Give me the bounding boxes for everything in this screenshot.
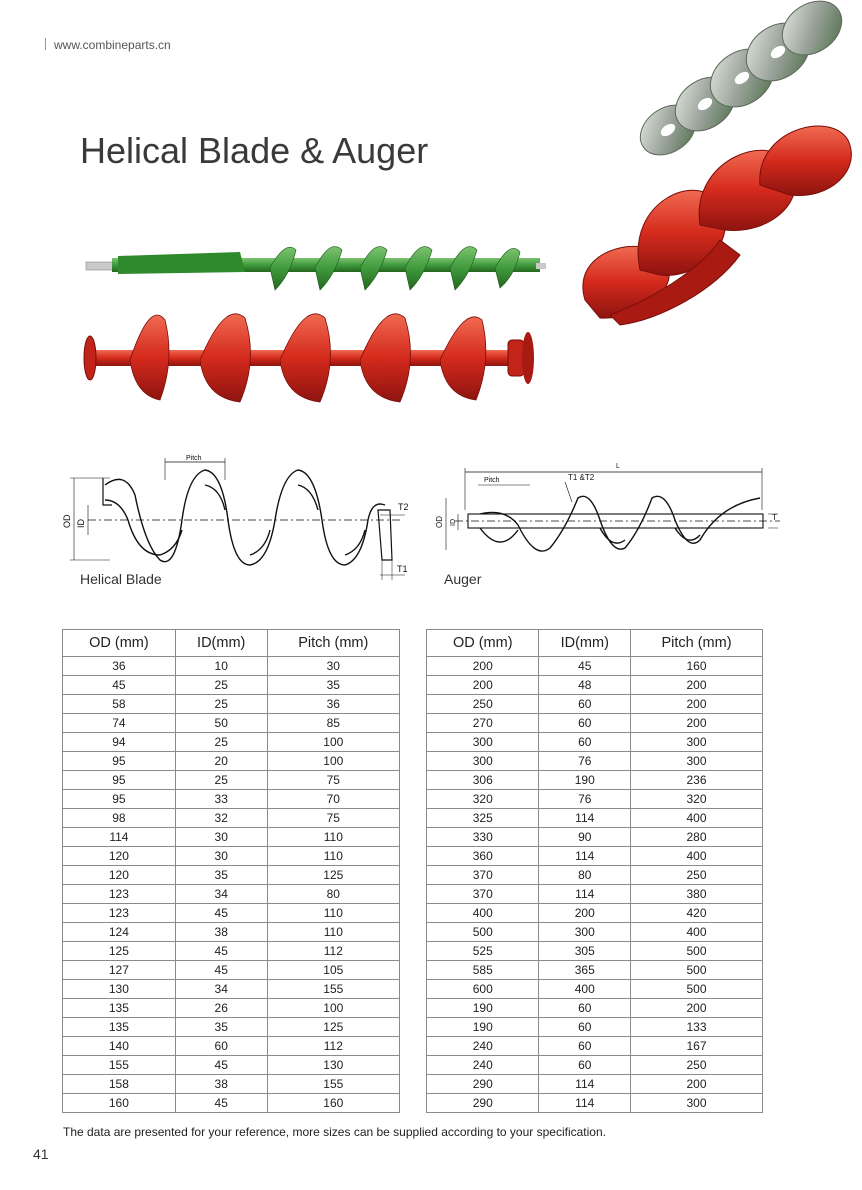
table-row <box>427 771 763 790</box>
pitch-cell: 110 <box>267 828 399 847</box>
id-cell: 33 <box>175 790 267 809</box>
od-cell: 114 <box>63 828 176 847</box>
pitch-cell: 105 <box>267 961 399 980</box>
table-header-row <box>63 630 400 657</box>
od-cell: 155 <box>63 1056 176 1075</box>
auger-pitch-label: Pitch <box>484 477 500 484</box>
od-cell: 123 <box>63 904 176 923</box>
id-cell: 60 <box>539 695 631 714</box>
pitch-cell: 160 <box>631 657 763 676</box>
table-row <box>427 752 763 771</box>
table-row <box>63 790 400 809</box>
pitch-cell: 110 <box>267 847 399 866</box>
id-cell: 45 <box>175 942 267 961</box>
id-cell: 45 <box>175 961 267 980</box>
pitch-cell: 400 <box>631 847 763 866</box>
table-row <box>427 657 763 676</box>
pitch-cell: 133 <box>631 1018 763 1037</box>
pitch-cell: 70 <box>267 790 399 809</box>
od-cell: 120 <box>63 847 176 866</box>
od-cell: 200 <box>427 676 539 695</box>
blade-pitch-label: Pitch <box>186 455 202 462</box>
table-row <box>63 923 400 942</box>
helical-blade-caption: Helical Blade <box>80 571 162 587</box>
pitch-cell: 100 <box>267 752 399 771</box>
od-cell: 600 <box>427 980 539 999</box>
id-cell: 60 <box>539 999 631 1018</box>
id-cell: 26 <box>175 999 267 1018</box>
blade-id-label: ID <box>76 519 86 528</box>
pitch-cell: 300 <box>631 752 763 771</box>
column-header-id: ID(mm) <box>539 630 631 657</box>
table-row <box>63 866 400 885</box>
auger-t1t2-label: T1 &T2 <box>568 473 595 482</box>
od-cell: 200 <box>427 657 539 676</box>
od-cell: 45 <box>63 676 176 695</box>
table-row <box>63 1018 400 1037</box>
id-cell: 30 <box>175 847 267 866</box>
pitch-cell: 112 <box>267 942 399 961</box>
od-cell: 94 <box>63 733 176 752</box>
od-cell: 525 <box>427 942 539 961</box>
table-row <box>63 828 400 847</box>
id-cell: 60 <box>539 733 631 752</box>
pitch-cell: 236 <box>631 771 763 790</box>
table-row <box>427 961 763 980</box>
auger-id-label: ID <box>450 519 457 526</box>
pitch-cell: 300 <box>631 733 763 752</box>
id-cell: 32 <box>175 809 267 828</box>
table-row <box>63 752 400 771</box>
pitch-cell: 400 <box>631 809 763 828</box>
table-row <box>427 1094 763 1113</box>
od-cell: 400 <box>427 904 539 923</box>
id-cell: 38 <box>175 1075 267 1094</box>
table-row <box>63 657 400 676</box>
id-cell: 190 <box>539 771 631 790</box>
pitch-cell: 80 <box>267 885 399 904</box>
pitch-cell: 420 <box>631 904 763 923</box>
od-cell: 74 <box>63 714 176 733</box>
auger-caption: Auger <box>444 571 482 587</box>
spec-table-left <box>62 629 400 1113</box>
pitch-cell: 110 <box>267 923 399 942</box>
table-row <box>63 904 400 923</box>
pitch-cell: 35 <box>267 676 399 695</box>
id-cell: 45 <box>175 1094 267 1113</box>
table-row <box>63 847 400 866</box>
od-cell: 36 <box>63 657 176 676</box>
table-row <box>427 714 763 733</box>
auger-t-label: T <box>772 513 777 522</box>
pitch-cell: 75 <box>267 809 399 828</box>
blade-od-label: OD <box>62 514 72 528</box>
id-cell: 114 <box>539 847 631 866</box>
spec-table-right <box>426 629 763 1113</box>
red-auger-photo <box>84 314 534 402</box>
table-row <box>427 942 763 961</box>
od-cell: 240 <box>427 1037 539 1056</box>
pitch-cell: 250 <box>631 866 763 885</box>
id-cell: 60 <box>175 1037 267 1056</box>
od-cell: 250 <box>427 695 539 714</box>
table-row <box>63 771 400 790</box>
pitch-cell: 100 <box>267 733 399 752</box>
page-number: 41 <box>33 1146 49 1162</box>
pitch-cell: 85 <box>267 714 399 733</box>
table-row <box>63 999 400 1018</box>
table-row <box>427 999 763 1018</box>
helical-blade-diagram <box>70 458 405 580</box>
page-title: Helical Blade & Auger <box>80 130 429 171</box>
pitch-cell: 320 <box>631 790 763 809</box>
table-row <box>427 695 763 714</box>
od-cell: 320 <box>427 790 539 809</box>
od-cell: 190 <box>427 999 539 1018</box>
pitch-cell: 100 <box>267 999 399 1018</box>
blade-t1-label: T1 <box>397 564 408 574</box>
pitch-cell: 155 <box>267 1075 399 1094</box>
column-header-pitch: Pitch (mm) <box>631 630 763 657</box>
od-cell: 370 <box>427 885 539 904</box>
od-cell: 123 <box>63 885 176 904</box>
od-cell: 124 <box>63 923 176 942</box>
table-row <box>427 885 763 904</box>
table-row <box>63 714 400 733</box>
table-row <box>63 676 400 695</box>
pitch-cell: 400 <box>631 923 763 942</box>
id-cell: 80 <box>539 866 631 885</box>
green-auger-photo <box>86 247 546 290</box>
od-cell: 95 <box>63 752 176 771</box>
red-helical-blade-photo <box>583 126 851 325</box>
id-cell: 34 <box>175 980 267 999</box>
column-header-pitch: Pitch (mm) <box>267 630 399 657</box>
table-row <box>63 1094 400 1113</box>
od-cell: 370 <box>427 866 539 885</box>
id-cell: 300 <box>539 923 631 942</box>
od-cell: 135 <box>63 999 176 1018</box>
od-cell: 98 <box>63 809 176 828</box>
id-cell: 48 <box>539 676 631 695</box>
id-cell: 76 <box>539 752 631 771</box>
table-row <box>427 866 763 885</box>
column-header-id: ID(mm) <box>175 630 267 657</box>
table-row <box>63 1037 400 1056</box>
id-cell: 114 <box>539 809 631 828</box>
id-cell: 35 <box>175 1018 267 1037</box>
od-cell: 300 <box>427 733 539 752</box>
pitch-cell: 380 <box>631 885 763 904</box>
table-row <box>63 885 400 904</box>
table-row <box>63 695 400 714</box>
od-cell: 500 <box>427 923 539 942</box>
id-cell: 25 <box>175 695 267 714</box>
table-row <box>427 1037 763 1056</box>
pitch-cell: 500 <box>631 961 763 980</box>
pitch-cell: 200 <box>631 676 763 695</box>
id-cell: 34 <box>175 885 267 904</box>
od-cell: 300 <box>427 752 539 771</box>
od-cell: 58 <box>63 695 176 714</box>
table-row <box>427 676 763 695</box>
od-cell: 127 <box>63 961 176 980</box>
column-header-od: OD (mm) <box>63 630 176 657</box>
column-header-od: OD (mm) <box>427 630 539 657</box>
pitch-cell: 250 <box>631 1056 763 1075</box>
id-cell: 60 <box>539 1037 631 1056</box>
table-row <box>63 733 400 752</box>
pitch-cell: 130 <box>267 1056 399 1075</box>
id-cell: 45 <box>175 1056 267 1075</box>
website-url: www.combineparts.cn <box>54 38 171 52</box>
pitch-cell: 300 <box>631 1094 763 1113</box>
table-row <box>427 790 763 809</box>
od-cell: 135 <box>63 1018 176 1037</box>
id-cell: 305 <box>539 942 631 961</box>
id-cell: 200 <box>539 904 631 923</box>
od-cell: 290 <box>427 1094 539 1113</box>
pitch-cell: 167 <box>631 1037 763 1056</box>
auger-length-label: L <box>616 463 620 470</box>
pitch-cell: 200 <box>631 1075 763 1094</box>
od-cell: 130 <box>63 980 176 999</box>
od-cell: 360 <box>427 847 539 866</box>
id-cell: 114 <box>539 1094 631 1113</box>
id-cell: 25 <box>175 771 267 790</box>
pitch-cell: 500 <box>631 980 763 999</box>
pitch-cell: 200 <box>631 714 763 733</box>
od-cell: 95 <box>63 790 176 809</box>
od-cell: 290 <box>427 1075 539 1094</box>
footnote: The data are presented for your reference, more sizes can be supplied according to your specification. <box>63 1125 606 1139</box>
id-cell: 114 <box>539 885 631 904</box>
table-row <box>427 980 763 999</box>
id-cell: 400 <box>539 980 631 999</box>
table-row <box>427 847 763 866</box>
table-row <box>427 1018 763 1037</box>
pitch-cell: 500 <box>631 942 763 961</box>
auger-od-label: OD <box>435 516 444 528</box>
id-cell: 90 <box>539 828 631 847</box>
id-cell: 365 <box>539 961 631 980</box>
pitch-cell: 200 <box>631 999 763 1018</box>
table-row <box>427 1056 763 1075</box>
od-cell: 585 <box>427 961 539 980</box>
id-cell: 45 <box>539 657 631 676</box>
table-row <box>63 1075 400 1094</box>
od-cell: 190 <box>427 1018 539 1037</box>
id-cell: 60 <box>539 1018 631 1037</box>
od-cell: 125 <box>63 942 176 961</box>
od-cell: 330 <box>427 828 539 847</box>
id-cell: 114 <box>539 1075 631 1094</box>
table-row <box>427 828 763 847</box>
blade-t2-label: T2 <box>398 502 409 512</box>
table-row <box>63 1056 400 1075</box>
od-cell: 120 <box>63 866 176 885</box>
od-cell: 140 <box>63 1037 176 1056</box>
id-cell: 20 <box>175 752 267 771</box>
table-row <box>63 980 400 999</box>
pitch-cell: 160 <box>267 1094 399 1113</box>
pitch-cell: 200 <box>631 695 763 714</box>
pitch-cell: 75 <box>267 771 399 790</box>
id-cell: 35 <box>175 866 267 885</box>
od-cell: 306 <box>427 771 539 790</box>
pitch-cell: 280 <box>631 828 763 847</box>
id-cell: 76 <box>539 790 631 809</box>
table-row <box>427 923 763 942</box>
od-cell: 160 <box>63 1094 176 1113</box>
table-row <box>427 904 763 923</box>
id-cell: 45 <box>175 904 267 923</box>
id-cell: 25 <box>175 733 267 752</box>
table-row <box>427 733 763 752</box>
id-cell: 50 <box>175 714 267 733</box>
od-cell: 270 <box>427 714 539 733</box>
pitch-cell: 125 <box>267 866 399 885</box>
pitch-cell: 110 <box>267 904 399 923</box>
od-cell: 240 <box>427 1056 539 1075</box>
id-cell: 30 <box>175 828 267 847</box>
table-row <box>63 961 400 980</box>
id-cell: 38 <box>175 923 267 942</box>
table-row <box>63 809 400 828</box>
id-cell: 60 <box>539 1056 631 1075</box>
id-cell: 60 <box>539 714 631 733</box>
table-row <box>427 1075 763 1094</box>
od-cell: 325 <box>427 809 539 828</box>
pitch-cell: 125 <box>267 1018 399 1037</box>
table-header-row <box>427 630 763 657</box>
pitch-cell: 36 <box>267 695 399 714</box>
od-cell: 95 <box>63 771 176 790</box>
table-row <box>63 942 400 961</box>
od-cell: 158 <box>63 1075 176 1094</box>
table-row <box>427 809 763 828</box>
pitch-cell: 30 <box>267 657 399 676</box>
pitch-cell: 155 <box>267 980 399 999</box>
id-cell: 10 <box>175 657 267 676</box>
id-cell: 25 <box>175 676 267 695</box>
pitch-cell: 112 <box>267 1037 399 1056</box>
